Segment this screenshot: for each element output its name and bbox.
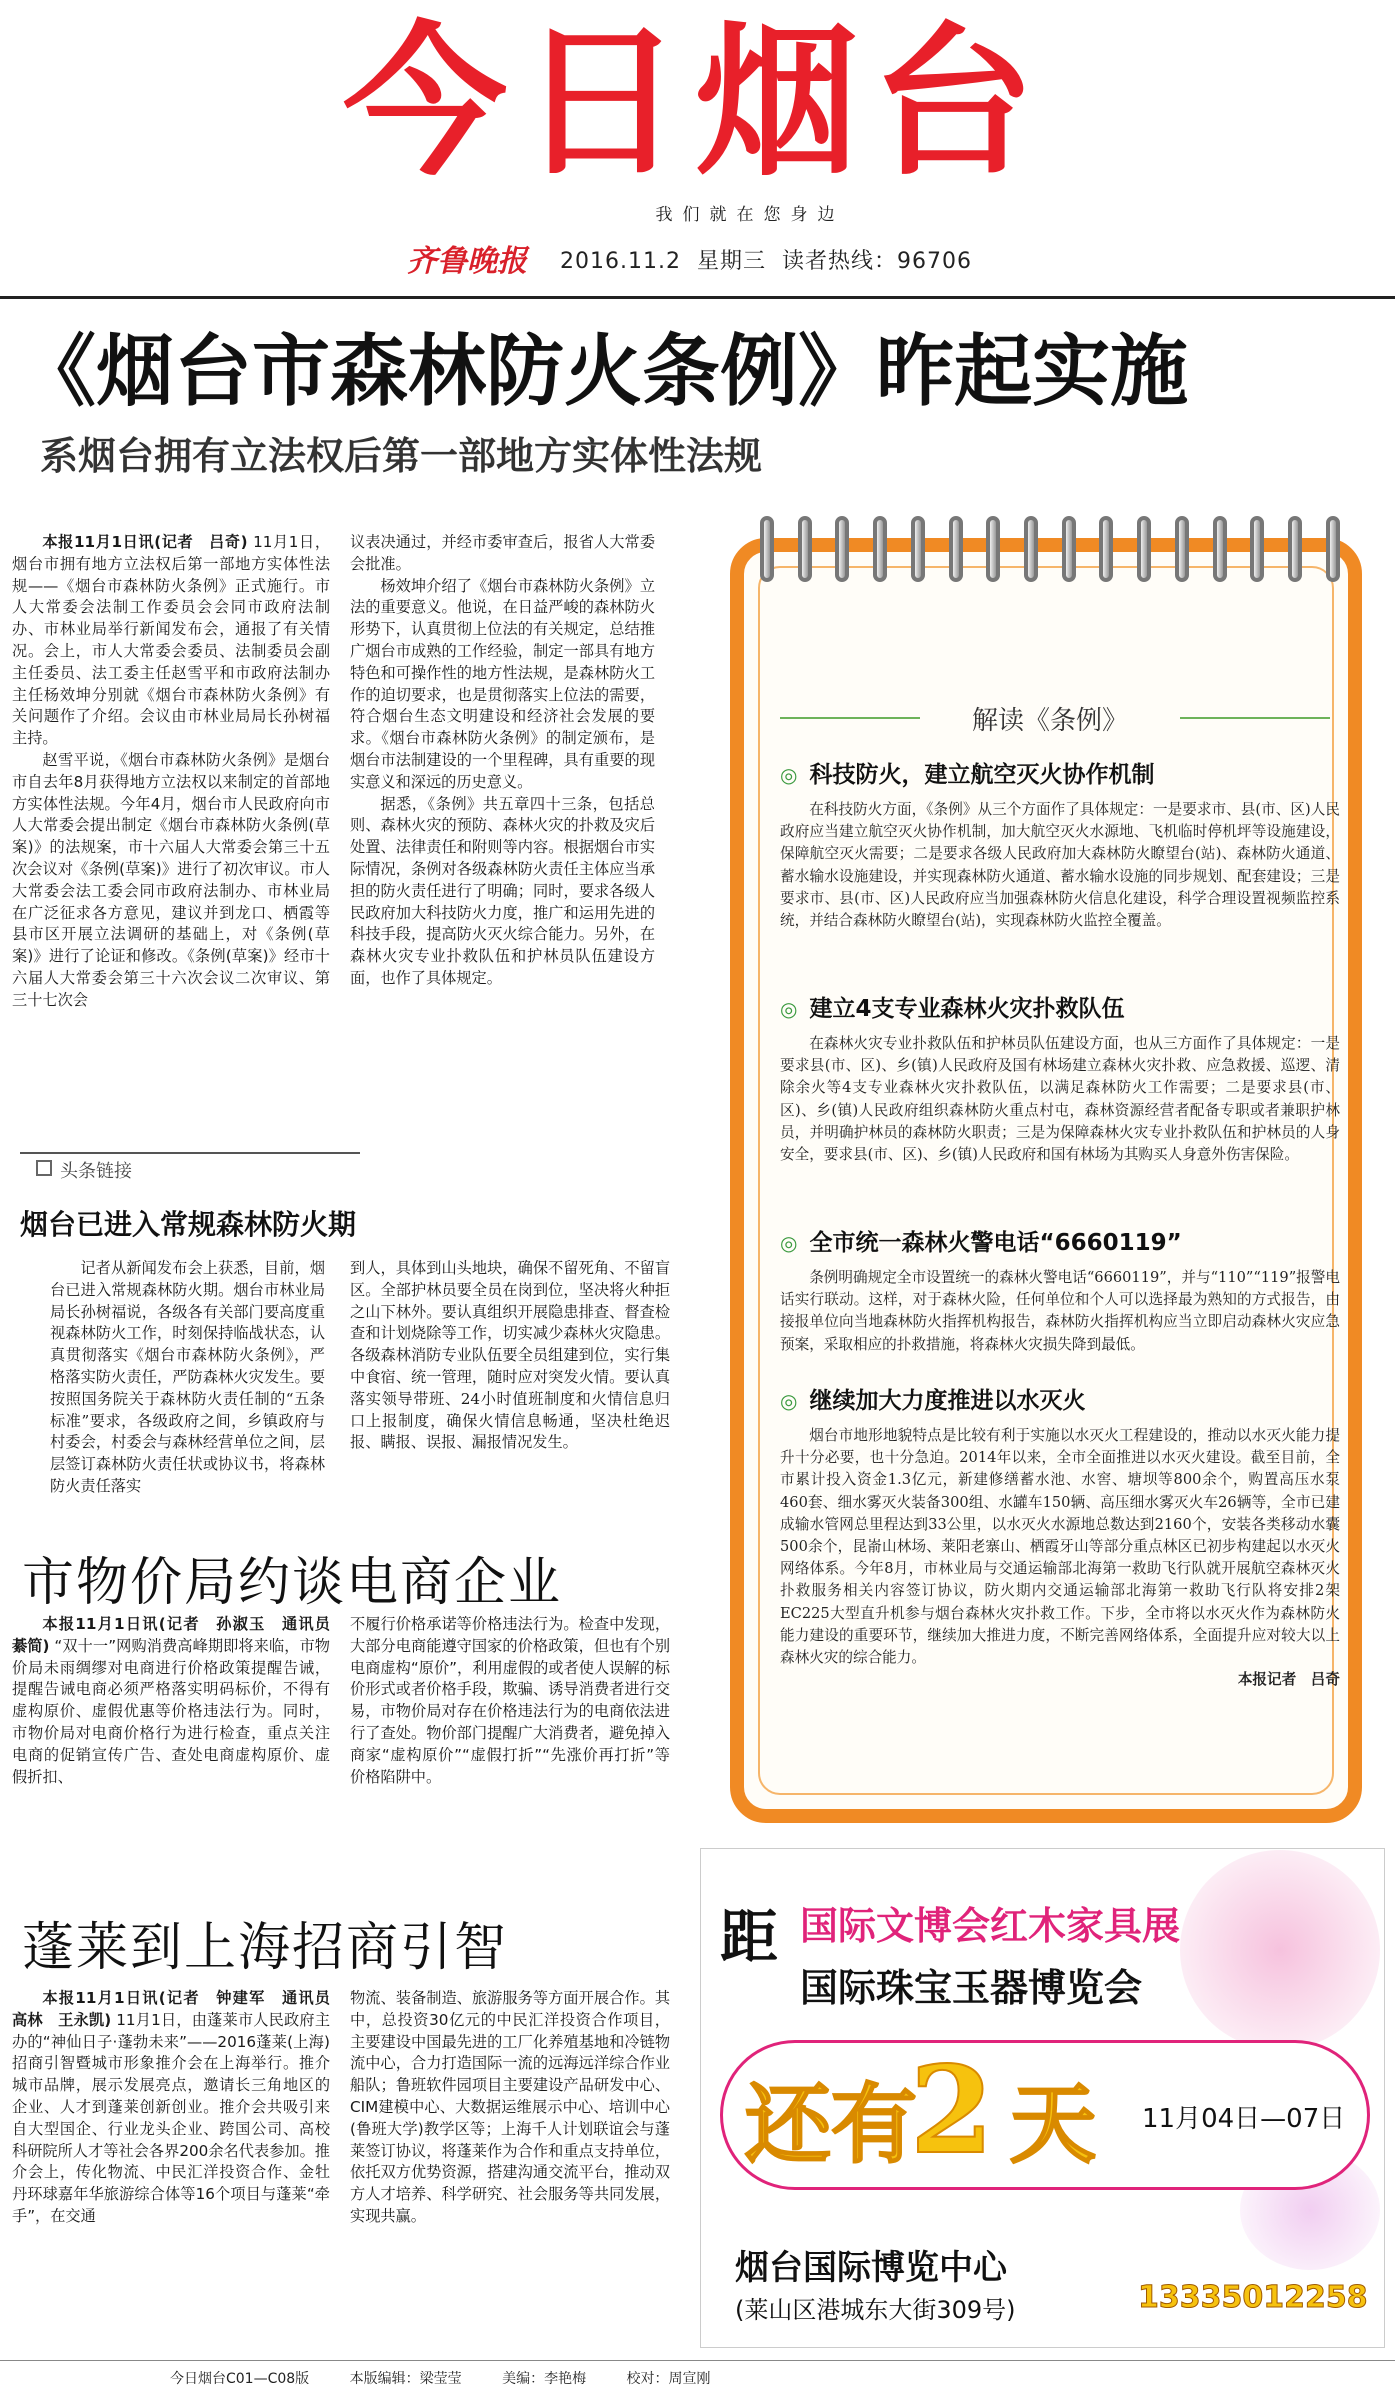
notepad-section-heading bbox=[780, 1224, 1340, 1257]
sidebar-headline: 烟台已进入常规森林防火期 bbox=[20, 1208, 357, 1241]
bullet-icon: ◎ bbox=[780, 997, 798, 1021]
story3-byline: 本报11月1日讯(记者 钟建军 通讯员 高林 王永凯) bbox=[12, 1989, 346, 2029]
masthead-title: 今日烟台 bbox=[342, 7, 1047, 198]
lead-column-1 bbox=[12, 532, 330, 1122]
notepad-section bbox=[780, 1224, 1340, 1356]
lead-paragraph: 赵雪平说，《烟台市森林防火条例》是烟台市自去年8月获得地方立法权以来制定的首部地方实体性法规。今年4月，烟台市人民政府向市人大常委会提出制定《烟台市森林防火条例(草案)》的法规案，市十六届人大常委会第三十五次会议对《条例(草案)》进行了初次审议。市人大常委会法工委会同市政府法制办、市林业局在广泛征求各方意见，建议并到龙口、栖霞等县市区开展立法调研的基础上，对《条例(草案)》进行了论证和修改。《条例(草案)》经市十六届人大常委会第三十六次会议二次审议、第三十七次会 bbox=[12, 750, 330, 1009]
notepad-title-rule bbox=[780, 717, 920, 719]
footer-editor: 本版编辑：梁莹莹 bbox=[349, 2371, 462, 2387]
ad-address: (莱山区港城东大街309号) bbox=[735, 2296, 1016, 2324]
lead-subheadline: 系烟台拥有立法权后第一部地方实体性法规 bbox=[40, 434, 763, 478]
story2-headline: 市物价局约谈电商企业 bbox=[22, 1553, 563, 1613]
story2-column-1 bbox=[12, 1614, 346, 1884]
notepad-section-body bbox=[780, 799, 1340, 932]
footer-designer: 美编：李艳梅 bbox=[502, 2371, 587, 2387]
footer-rule bbox=[0, 2360, 1395, 2361]
sidebar-column-1 bbox=[50, 1258, 325, 1518]
ad-expo-line-1: 国际文博会红木家具展 bbox=[800, 1904, 1181, 1948]
notepad-section-heading bbox=[780, 990, 1340, 1023]
page-footer bbox=[170, 2368, 747, 2388]
section-paragraph: 条例明确规定全市设置统一的森林火警电话“6660119”，并与“110”“119”报警电话实行联动。这样，对于森林火险，任何单位和个人可以选择最为熟知的方式报告，由接报单位向当地森林防火指挥机构报告，森林防火指挥机构应当立即启动森林火灾应急预案，采取相应的扑救措施，将森林火灾损失降到最低。 bbox=[780, 1269, 1340, 1353]
sidebar-column-2 bbox=[350, 1258, 670, 1518]
notepad-credit: 本报记者 吕奇 bbox=[1237, 1671, 1340, 1689]
link-section-label: 头条链接 bbox=[60, 1161, 132, 1182]
section-heading-text: 建立4支专业森林火灾扑救队伍 bbox=[809, 996, 1125, 1022]
paper-logo: 齐鲁晚报 bbox=[407, 244, 527, 279]
section-heading-text: 全市统一森林火警电话“6660119” bbox=[809, 1230, 1182, 1256]
notepad-section-body bbox=[780, 1425, 1340, 1669]
ad-dates: 11月04日—07日 bbox=[1142, 2104, 1346, 2134]
notepad-section-heading bbox=[780, 756, 1340, 789]
story2-paragraph: 不履行价格承诺等价格违法行为。检查中发现，大部分电商能遵守国家的价格政策，但也有个别电商虚构“原价”，利用虚假的或者使人误解的标价形式或者价格手段，欺骗、诱导消费者进行交易，市物价局对存在价格违法行为的电商依法进行了查处。物价部门提醒广大消费者，避免掉入商家“虚构原价”“虚假打折”“先涨价再打折”等价格陷阱中。 bbox=[350, 1615, 670, 1786]
bullet-icon: ◎ bbox=[780, 763, 798, 787]
section-paragraph: 在科技防火方面，《条例》从三个方面作了具体规定：一是要求市、县(市、区)人民政府应当建立航空灭火协作机制，加大航空灭火水源地、飞机临时停机坪等设施建设，保障航空灭火需要；二是要求各级人民政府加大森林防火瞭望台(站)、森林防火通道、蓄水输水设施建设，并实现森林防火通道、蓄水输水设施的同步规划、配套建设；三是要求市、县(市、区)人民政府应当加强森林防火信息化建设，科学合理设置视频监控系统，并结合森林防火瞭望台(站)，实现森林防火监控全覆盖。 bbox=[780, 801, 1340, 930]
footer-section: 今日烟台C01—C08版 bbox=[170, 2371, 310, 2387]
masthead-slogan: 我们就在您身边 bbox=[655, 205, 845, 225]
bullet-icon: ◎ bbox=[780, 1389, 798, 1413]
notepad-section-heading bbox=[780, 1382, 1340, 1415]
story2-column-2 bbox=[350, 1614, 670, 1884]
ad-remaining-prefix: 还有 bbox=[745, 2074, 917, 2175]
notepad-section bbox=[780, 990, 1340, 1166]
link-box-icon bbox=[36, 1160, 52, 1176]
story3-paragraph: 11月1日，由蓬莱市人民政府主办的“神仙日子·蓬勃未来”——2016蓬莱(上海)招商引智暨城市形象推介会在上海举行。推介城市品牌，展示发展亮点，邀请长三角地区的企业、人才到蓬莱创新创业。推介会共吸引来自大型国企、行业龙头企业、跨国公司、高校科研院所人才等社会各界200余名代表参加。推介会上，传化物流、中民汇洋投资合作、金牡丹环球嘉年华旅游综合体等16个项目与蓬莱“牵手”，在交通 bbox=[12, 2010, 331, 2225]
notepad-title-rule bbox=[1180, 717, 1330, 719]
issue-date: 2016.11.2 bbox=[560, 249, 681, 274]
story3-paragraph: 物流、装备制造、旅游服务等方面开展合作。其中，总投资30亿元的中民汇洋投资合作项目，主要建设中国最先进的工厂化养殖基地和冷链物流中心，合力打造国际一流的远海远洋综合作业船队；鲁班软件园项目主要建设产品研发中心、CIM建模中心、大数据运维展示中心、培训中心(鲁班大学)教学区等；上海千人计划联谊会与蓬莱签订协议，将蓬莱作为合作和重点支持单位，依托双方优势资源，搭建沟通交流平台，推动双方人才培养、科学研究、社会服务等共同发展，实现共赢。 bbox=[350, 1989, 670, 2225]
story3-column-2 bbox=[350, 1988, 670, 2283]
ad-remaining-suffix: 天 bbox=[1010, 2074, 1096, 2175]
notepad-rings bbox=[760, 516, 1340, 586]
reader-hotline: 读者热线：96706 bbox=[781, 249, 972, 274]
bullet-icon: ◎ bbox=[780, 1231, 798, 1255]
notepad-title: 解读《条例》 bbox=[971, 706, 1128, 736]
ad-venue: 烟台国际博览中心 bbox=[735, 2248, 1007, 2288]
story3-headline: 蓬莱到上海招商引智 bbox=[22, 1918, 509, 1978]
ad-distance-char: 距 bbox=[720, 1903, 779, 1971]
notepad-section-body bbox=[780, 1033, 1340, 1166]
lead-paragraph: 据悉，《条例》共五章四十三条，包括总则、森林火灾的预防、森林火灾的扑救及灾后处置、法律责任和附则等内容。根据烟台市实际情况，条例对各级森林防火责任主体应当承担的防火责任进行了明确；同时，要求各级人民政府加大科技防火力度，推广和运用先进的科技手段，提高防火灭火综合能力。另外，在森林火灾专业扑救队伍和护林员队伍建设方面，也作了具体规定。 bbox=[350, 794, 655, 987]
section-paragraph: 在森林火灾专业扑救队伍和护林员队伍建设方面，也从三方面作了具体规定：一是要求县(市、区)、乡(镇)人民政府及国有林场建立森林火灾扑救、应急救援、巡逻、清除余火等4支专业森林火灾扑救队伍，以满足森林防火工作需要；二是要求县(市、区)、乡(镇)人民政府组织森林防火重点村屯，森林资源经营者配备专职或者兼职护林员，并明确护林员的森林防火职责；三是为保障森林火灾专业扑救队伍和护林员的人身安全，要求县(市、区)、乡(镇)人民政府和国有林场为其购买人身意外伤害保险。 bbox=[780, 1035, 1340, 1164]
notepad-section-body bbox=[780, 1267, 1340, 1356]
lead-column-2 bbox=[350, 532, 655, 1122]
sidebar-paragraph: 记者从新闻发布会上获悉，目前，烟台已进入常规森林防火期。烟台市林业局局长孙树福说，各级各有关部门要高度重视森林防火工作，时刻保持临战状态，认真贯彻落实《烟台市森林防火条例》，严格落实防火责任，严防森林火灾发生。要按照国务院关于森林防火责任制的“五条标准”要求，各级政府之间，乡镇政府与村委会，村委会与森林经营单位之间，层层签订森林防火责任状或协议书，将森林防火责任落实 bbox=[50, 1259, 325, 1495]
lead-byline: 本报11月1日讯(记者 吕奇) bbox=[42, 533, 248, 551]
story3-column-1 bbox=[12, 1988, 346, 2283]
section-paragraph: 烟台市地形地貌特点是比较有利于实施以水灭火工程建设的，推动以水灭火能力提升十分必要，也十分急迫。2014年以来，全市全面推进以水灭火建设。截至目前，全市累计投入资金1.3亿元，新建修缮蓄水池、水窖、塘坝等800余个，购置高压水泵460套、细水雾灭火装备300组、水罐车150辆、高压细水雾灭火车26辆等，全市已建成输水管网总里程达到33公里，以水灭火水源地总数达到2160个，安装各类移动水囊500余个，昆嵛山林场、莱阳老寨山、栖霞牙山等部分重点林区已初步构建起以水灭火网络体系。今年8月，市林业局与交通运输部北海第一救助飞行队就开展航空森林灭火扑救服务相关内容签订协议，防火期内交通运输部北海第一救助飞行队将安排2架EC225大型直升机参与烟台森林火灾扑救工作。下步，全市将以水灭火作为森林防火能力建设的重要环节，继续加大推进力度，不断完善网络体系，全面提升应对较大以上森林火灾的综合能力。 bbox=[780, 1427, 1340, 1667]
ad-expo-line-2: 国际珠宝玉器博览会 bbox=[800, 1966, 1143, 2010]
story2-byline: 本报11月1日讯(记者 孙淑玉 通讯员 綦简) bbox=[12, 1615, 346, 1655]
section-heading-text: 科技防火，建立航空灭火协作机制 bbox=[809, 762, 1155, 788]
notepad-section bbox=[780, 1382, 1340, 1691]
ad-flower-decoration bbox=[1180, 1850, 1380, 2050]
ad-phone: 13335012258 bbox=[1138, 2280, 1368, 2315]
ad-remaining-days: 2 bbox=[910, 2040, 994, 2181]
issue-weekday: 星期三 bbox=[696, 249, 766, 274]
lead-paragraph: 杨效坤介绍了《烟台市森林防火条例》立法的重要意义。他说，在日益严峻的森林防火形势下，认真贯彻上位法的有关规定，总结推广烟台市成熟的工作经验，制定一部具有地方特色和可操作性的地方性法规，是森林防火工作的迫切要求，也是贯彻落实上位法的需要，符合烟台生态文明建设和经济社会发展的要求。《烟台市森林防火条例》的制定颁布，是烟台市法制建设的一个里程碑，具有重要的现实意义和深远的历史意义。 bbox=[350, 576, 655, 791]
footer-proofreader: 校对：周宣刚 bbox=[626, 2371, 711, 2387]
sidebar-paragraph: 到人，具体到山头地块，确保不留死角、不留盲区。全部护林员要全员在岗到位，坚决将火种拒之山下林外。要认真组织开展隐患排查、督查检查和计划烧除等工作，切实减少森林火灾隐患。各级森林消防专业队伍要全员组建到位，实行集中食宿、统一管理，随时应对突发火情。要认真落实领导带班、24小时值班制度和火情信息归口上报制度，确保火情信息畅通，坚决杜绝迟报、瞒报、误报、漏报情况发生。 bbox=[350, 1259, 670, 1452]
masthead-rule bbox=[0, 296, 1395, 299]
lead-headline: 《烟台市森林防火条例》昨起实施 bbox=[18, 327, 1189, 417]
story2-paragraph: “双十一”网购消费高峰期即将来临，市物价局未雨绸缪对电商进行价格政策提醒告诫，提醒告诫电商必须严格落实明码标价，不得有虚构原价、虚假优惠等价格违法行为。同时，市物价局对电商价格行为进行检查，重点关注电商的促销宣传广告、查处电商虚构原价、虚假折扣、 bbox=[12, 1636, 330, 1786]
notepad-section bbox=[780, 756, 1340, 932]
section-heading-text: 继续加大力度推进以水灭火 bbox=[809, 1388, 1086, 1414]
lead-paragraph: 11月1日，烟台市拥有地方立法权后第一部地方实体性法规——《烟台市森林防火条例》正式施行。市人大常委会法制工作委员会会同市政府法制办、市林业局举行新闻发布会，通报了有关情况。会上，市人大常委会委员、法制委员会副主任委员、法工委主任赵雪平和市政府法制办主任杨效坤分别就《烟台市森林防火条例》有关问题作了介绍。会议由市林业局局长孙树福主持。 bbox=[12, 533, 331, 748]
date-line bbox=[560, 244, 972, 275]
lead-paragraph: 议表决通过，并经市委审查后，报省人大常委会批准。 bbox=[350, 533, 655, 573]
